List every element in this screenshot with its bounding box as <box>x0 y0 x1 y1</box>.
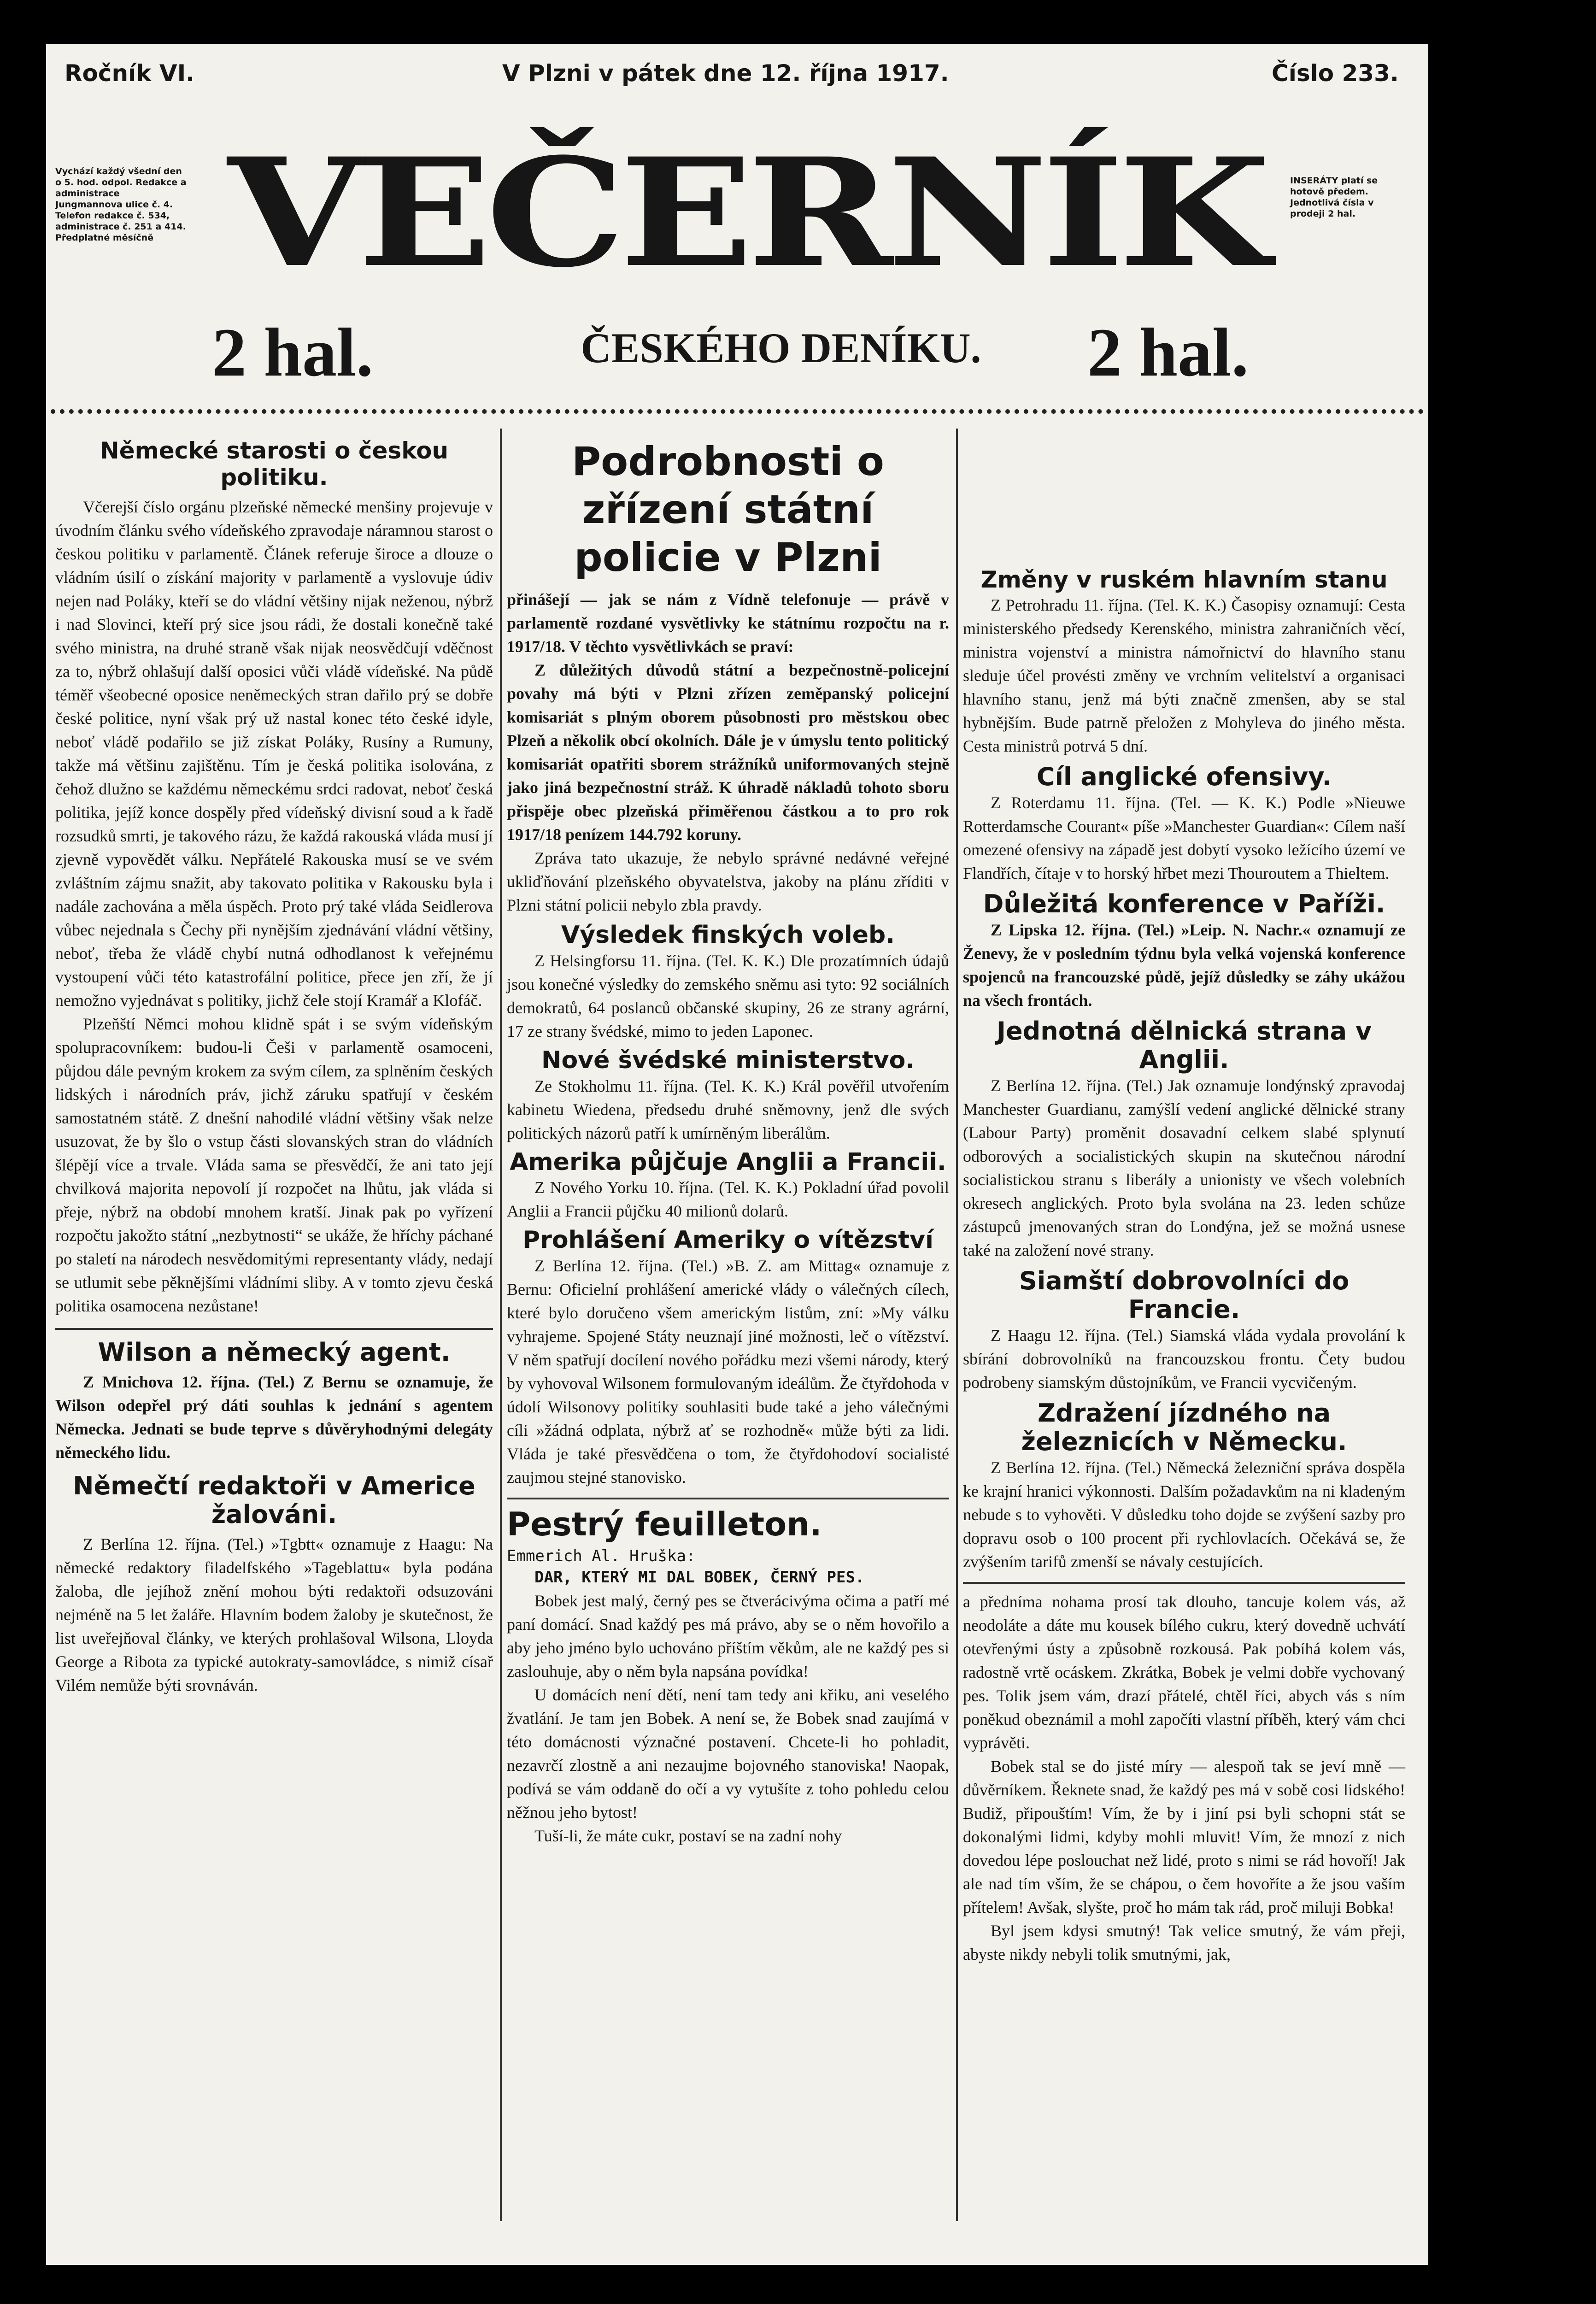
article-body <box>963 594 1405 758</box>
article-headline: Siamští dobrovolníci do Francie. <box>1019 1266 1350 1324</box>
article-paragraph: Z Helsingforsu 11. října. (Tel. K. K.) Dle prozatímních údajů jsou konečné výsledky do zemského sněmu asi tyto: 92 sociálních demokratů, 64 poslanců občanské skupiny, 26 ze strany agrární, 17 ze strany švédské, mimo to jeden Laponec. <box>507 951 949 1040</box>
publication-info: Vychází každý všední den o 5. hod. odpol. Redakce a administrace Jungmannova ulice č. 4. Telefon redakce č. 534, administrace č. 251 a 414. Předplatné měsíčně <box>55 166 187 243</box>
volume-label: Ročník VI. <box>65 60 195 87</box>
article-paragraph: Plzeňští Němci mohou klidně spát i se svým vídeňským spolupracovníkem: budou-li Češi v parlamentě osamoceni, půjdou dále pevným krokem za svým cílem, za splněním českých lidských i národních práv, jichž záruku spatřují v českém samostatném státě. Z dnešní nahodilé vládní většiny však nelze usuzovat, že by šlo o vstup části slovanských stran do vládních šlépějí více a trvale. Vláda sama se přesvědčí, že ani tato její chvilková majorita nepovolí jí rozpočet na lhůtu, jak vláda si přeje, nýbrž na období mnohem kratší. Jinak pak po vyřízení rozpočtu jakožto státní „nezbytnosti“ se ukáže, že hříchy páchané po staletí na národech nesvědomitými representanty vlády, nedají se utlumit sebe pěknějšími vládními sliby. A v tomto zjevu česká politika osamocena nezůstane! <box>55 1015 493 1315</box>
article-body <box>55 1533 493 1697</box>
column-3 <box>963 567 1405 1966</box>
article-paragraph: Bobek stal se do jisté míry — alespoň tak se jeví mně — důvěrníkem. Řeknete snad, že každý pes má v sobě cosi lidského! Budiž, připouštím! Vím, že by i jiní psi byli schopni stát se dokonalými lidmi, kdyby mohli mluvit! Vím, že mnozí z nich dovedou lépe poslouchat než lidé, proto s nimi se rád hovoří! Jak ale nad tím vším, že se chápou, o čem hovoříte a že jsou vaším přítelem! Avšak, slyšte, proč ho mám tak rád, proč miluji Bobka! <box>963 1757 1405 1917</box>
article-paragraph: Z Berlína 12. října. (Tel.) Německá železniční správa dospěla ke krajní hranici výkonnosti. Dalším požadavkům na ni kladeným nebude s to vyhověti. V důsledku toho dojde se zvýšení sazby pro dopravu osob o 100 procent při rychlovlacích. Očekává se, že zvýšením tarifů zmenší se návaly cestujících. <box>963 1458 1405 1571</box>
article-divider <box>963 1582 1405 1584</box>
article-headline: Zdražení jízdného na železnicích v Německu. <box>1021 1399 1347 1457</box>
article-body <box>963 918 1405 1012</box>
article-body <box>963 791 1405 885</box>
article-body <box>507 1589 949 1848</box>
article-paragraph: Ze Stokholmu 11. října. (Tel. K. K.) Král pověřil utvořením kabinetu Wiedena, předsedu druhé sněmovny, jenž dle svých politických názorů patří k umírněným liberálům. <box>507 1076 949 1142</box>
article-paragraph: Zpráva tato ukazuje, že nebylo správné nedávné veřejné ukliďňování plzeňského obyvatelstva, jakoby na plánu zříditi v Plzni státní policii nebylo zbla pravdy. <box>507 849 949 914</box>
article-paragraph: a předníma nohama prosí tak dlouho, tancuje kolem vás, až neodoláte a dáte mu kousek bílého cukru, který dovedně uchvátí otevřenými ústy a způsobně rozkousá. Pak pobíhá kolem vás, radostně vrtě ocáskem. Zkrátka, Bobek je velmi dobře vychovaný pes. Tolik jsem vám, drazí přátelé, chtěl říci, abych vás s ním poněkud obeznámil a mohl započíti vlastní příběh, který vám chci vyprávěti. <box>963 1593 1405 1752</box>
article-paragraph: Z Roterdamu 11. října. (Tel. — K. K.) Podle »Nieuwe Rotterdamsche Courant« píše »Manchester Guardian«: Cílem naší omezené ofensivy na západě jest dobytí vysoko ležícího území ve Flandřích, čítaje v to horský hřbet mezi Thouroutem a Thieltem. <box>963 793 1405 882</box>
article-headline: Prohlášení Ameriky o vítězství <box>522 1226 933 1254</box>
masthead-subtitle: ČESKÉHO DENÍKU. <box>581 324 981 371</box>
main-headline: Podrobnosti o zřízení státní policie v Plzni <box>572 439 884 581</box>
article-body <box>507 1254 949 1489</box>
masthead-rule <box>51 409 1424 418</box>
article-headline: Změny v ruském hlavním stanu <box>980 566 1388 593</box>
article-paragraph: Z Petrohradu 11. října. (Tel. K. K.) Časopisy oznamují: Cesta ministerského předsedy Kerenského, ministra zahraničních věcí, ministra vojenství a ministra námořnictví do hlavního stanu sleduje účel provésti změny ve vrchním velitelství a organisaci hlavního stanu, jenž má býti značně zmenšen, aby se stal hybnějším. Bude patrně přeložen z Mohyleva do jiného města. Cesta ministrů potrvá 5 dní. <box>963 595 1405 755</box>
feuilleton-headline: Pestrý feuilleton. <box>507 1505 822 1544</box>
article-paragraph: U domácích není dětí, není tam tedy ani křiku, ani veselého žvatlání. Je tam jen Bobek. A není se, že Bobek snad zaujímá v této domácnosti význačné postavení. Chcete-li ho pohladit, nezavrčí zlostně a ani nezaujme bojovného stanoviska! Naopak, podívá se vám oddaně do očí a vy vytušíte z toho pohledu celou něžnou jeho bytost! <box>507 1685 949 1822</box>
article-body <box>507 1075 949 1145</box>
feuilleton-title: DAR, KTERÝ MI DAL BOBEK, ČERNÝ PES. <box>534 1568 865 1587</box>
column-divider-right <box>956 429 958 2221</box>
article-body <box>55 1370 493 1464</box>
article-body <box>963 1324 1405 1394</box>
article-headline: Výsledek finských voleb. <box>561 921 895 949</box>
masthead-title: VEČERNÍK <box>228 125 1265 300</box>
feuilleton-continuation <box>963 1590 1405 1966</box>
column-divider-left <box>500 429 502 2221</box>
article-headline: Jednotná dělnická strana v Anglii. <box>996 1016 1372 1074</box>
article-paragraph: Z Nového Yorku 10. října. (Tel. K. K.) Pokladní úřad povolil Anglii a Francii půjčku 40 milionů dolarů. <box>507 1178 949 1221</box>
article-paragraph: Z Berlína 12. října. (Tel.) »Tgbtt« oznamuje z Haagu: Na německé redaktory filadelfského »Tageblattu« byla podána žaloba, dle jejíhož znění mohou býti redaktoři odsuzováni nejméně na 5 let žaláře. Hlavním bodem žaloby je skutečnost, že list uveřejňoval články, ve kterých prohlašoval Wilsona, Lloyda George a Ribota za typické autokraty-samovládce, s nimiž císař Vilém nemůže býti srovnáván. <box>55 1535 493 1695</box>
article-body <box>507 1176 949 1223</box>
article-paragraph: přinášejí — jak se nám z Vídně telefonuje — právě v parlamentě rozdané vysvětlivky ke státnímu rozpočtu na r. 1917/18. V těchto vysvětlivkách se praví: <box>507 590 949 656</box>
article-body <box>507 949 949 1043</box>
article-headline: Cíl anglické ofensivy. <box>1036 762 1332 791</box>
article-body <box>507 588 949 917</box>
article-paragraph: Z důležitých důvodů státní a bezpečnostně-policejní povahy má býti v Plzni zřízen zeměpanský policejní komisariát s plným oborem působnosti pro městskou obec Plzeň a několik obcí okolních. Dále je v úmyslu tento politický komisariát opatřiti sborem strážníků uniformovaných stejně jako jiná bezpečnostní stráž. K úhradě nákladů tohoto sboru přispěje obec plzeňská přiměřenou částkou a to pro rok 1917/18 penízem 144.792 koruny. <box>507 661 949 844</box>
article-body <box>55 495 493 1318</box>
price-right: 2 hal. <box>1087 314 1249 391</box>
article-paragraph: Včerejší číslo orgánu plzeňské německé menšiny projevuje v úvodním článku svého vídeňského zpravodaje náramnou starost o českou politiku v parlamentě. Článek referuje široce a dlouze o vládním úsilí o získání majority v parlamentě a vyslovuje údiv nejen nad Poláky, kteří se do vládní většiny nijak neženou, nýbrž i nad Slovinci, kteří prý sice jsou rádi, že dostali konečně také svého ministra, na druhé straně však nijak neosvědčují vděčnost za to, nýbrž ohlašují další oposici vůči vládě vídeňské. Na půdě téměř všeobecné oposice neněmeckých stran dařilo prý se dobře české politice, nyní však prý už nastal konec této české idyle, neboť vládě podařilo se již získat Poláky, Rusíny a Rumuny, takže má většinu zajištěnu. Tím je česká politika isolována, z čehož dlužno se každému německému srdci radovat, neboť česká politika, jejíž konce dospěly před vídeňský divisní soud a k řadě rozsudků smrti, je takového rázu, že každá rakouská vláda musí jí zjevně vypovědět válku. Nepřátelé Rakouska musí se ve svém zvláštním zájmu snažit, aby takovato politika v Rakousku byla i nadále zachována a měla úspěch. Proto prý také vláda Seidlerova vůbec nejednala s Čechy při nynějším zjednávání vládní většiny, neboť, třeba že vládě chybí nutná odhodlanost k veřejnému vystoupení vůči této katastrofální politice, přece jen zří, že jí nemožno vyjednávat s politiky, jichž čele stojí Kramář a Klofáč. <box>55 498 493 1010</box>
article-paragraph: Z Lipska 12. října. (Tel.) »Leip. N. Nachr.« oznamují ze Ženevy, že v posledním týdnu byla velká vojenská konference spojenců na francouzské půdě, jejíž důsledky se záhy ukážou na všech frontách. <box>963 920 1405 1010</box>
article-divider <box>55 1328 493 1330</box>
price-left: 2 hal. <box>212 314 374 391</box>
feuilleton-author: Emmerich Al. Hruška: <box>507 1546 696 1565</box>
article-paragraph: Tuší-li, že máte cukr, postaví se na zadní nohy <box>534 1826 842 1845</box>
issue-number: Číslo 233. <box>1272 60 1399 87</box>
article-paragraph: Bobek jest malý, černý pes se čtverácivýma očima a patří mé paní domácí. Snad každý pes má právo, aby se o něm hovořilo a aby jeho jméno bylo uchováno příštím věkům, ale ne každý pes si zaslouhuje, aby o něm byla napsána povídka! <box>507 1591 949 1681</box>
article-paragraph: Z Haagu 12. října. (Tel.) Siamská vláda vydala provolání k sbírání dobrovolníků na francouzskou frontu. Čety budou podrobeny siamským důstojníkům, ve Francii vycvičeným. <box>963 1326 1405 1392</box>
article-headline: Amerika půjčuje Anglii a Francii. <box>510 1148 946 1176</box>
article-body <box>963 1456 1405 1574</box>
article-body <box>963 1074 1405 1262</box>
article-paragraph: Z Berlína 12. října. (Tel.) »B. Z. am Mittag« oznamuje z Bernu: Oficielní prohlášení americké vlády o válečných cílech, které bylo doručeno všem americkým listům, zní: »My válku vyhrajeme. Spojené Státy neuznají jiné možnosti, leč o vítězství. V něm spatřují docílení nového pořádku mezi všemi národy, který by vyhovoval Wilsonem formulovaným ideálům. Že čtyřdohoda v údolí Wilsonovy politiky souhlasiti bude také a jeho válečnými cíli »žádná odplata, nýbrž ať se rozhodně« může býti za lidi. Vláda je také přesvědčena o tom, že čtyřdohodoví socialisté zaujmou stejné stanovisko. <box>507 1257 949 1487</box>
article-divider <box>507 1498 949 1499</box>
article-headline: Německé starosti o českou politiku. <box>100 437 449 491</box>
column-1 <box>55 438 493 1697</box>
article-headline: Nové švédské ministerstvo. <box>541 1046 915 1074</box>
article-paragraph: Z Berlína 12. října. (Tel.) Jak oznamuje londýnský zpravodaj Manchester Guardianu, zamýšlí vedení anglické dělnické strany (Labour Party) proměnit dosavadní celkem slabé splynutí odborových a socialistických skupin na skutečnou národní socialistickou stranu s liberály a unionisty ve všech volebních okresech anglických. Proto byla svolána na 23. leden schůze zástupců jmenovaných stran do Londýna, jež se možná usnese také na založení nové strany. <box>963 1076 1405 1259</box>
column-2 <box>507 438 949 1848</box>
article-headline: Důležitá konference v Paříži. <box>983 889 1385 918</box>
advert-info: INSERÁTY platí se hotově předem. Jednotlivá čísla v prodeji 2 hal. <box>1290 176 1378 219</box>
issue-date: V Plzni v pátek dne 12. října 1917. <box>502 60 949 87</box>
article-paragraph: Z Mnichova 12. října. (Tel.) Z Bernu se oznamuje, že Wilson odepřel prý dáti souhlas k jednání s agentem Německa. Jednati se bude teprve s důvěryhodnými delegáty německého lidu. <box>55 1373 493 1462</box>
article-headline: Němečtí redaktoři v Americe žalováni. <box>73 1471 475 1529</box>
article-headline: Wilson a německý agent. <box>98 1338 451 1367</box>
article-paragraph: Byl jsem kdysi smutný! Tak velice smutný, že vám přeji, abyste nikdy nebyli tolik smutnými, jak, <box>963 1922 1405 1964</box>
